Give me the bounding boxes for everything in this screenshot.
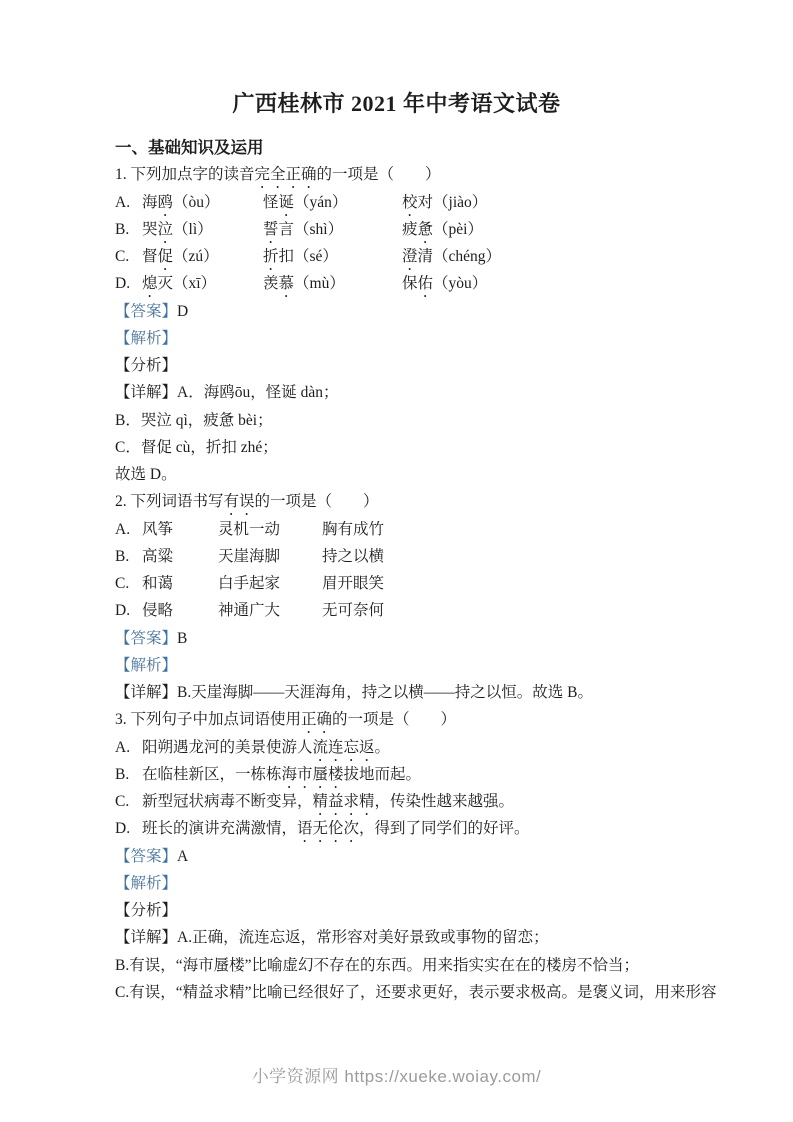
option-letter: D.	[115, 275, 131, 293]
option-word: 风筝	[142, 520, 174, 538]
emphasized-text: 正确	[301, 711, 333, 729]
section-heading: 一、基础知识及运用	[115, 138, 264, 157]
q2-stem	[115, 488, 690, 515]
q3-detail-line: C.有误，“精益求精”比喻已经很好了，还要求更好，表示要求极高。是褒义词，用来形容	[115, 983, 717, 1001]
plain-text: 对（jiào）	[417, 193, 488, 211]
q3-option-d	[115, 815, 690, 842]
plain-text: 2. 下列词语书写	[115, 493, 224, 511]
emphasized-text: 泣	[157, 220, 174, 238]
plain-text: 的一项是（ ）	[254, 493, 379, 511]
plain-text: 。	[374, 738, 391, 756]
emphasized-text: 佑	[417, 275, 434, 293]
option-letter: A.	[115, 193, 131, 211]
q2-answer	[115, 625, 690, 652]
emphasized-text: 语无伦次	[297, 820, 360, 838]
option-sentence	[142, 766, 421, 783]
q3-option-b	[115, 761, 690, 788]
option-word	[402, 248, 501, 265]
q3-detail-line	[115, 924, 690, 951]
answer-value: A	[177, 847, 189, 865]
q2-option-b	[115, 543, 690, 570]
emphasized-text: 诞	[278, 193, 295, 211]
plain-text: 3. 下列句子中加点词语使用	[115, 711, 302, 729]
q1-detail-line	[115, 379, 690, 406]
option-word	[263, 270, 402, 301]
plain-text: ，传染性越来越强。	[374, 793, 515, 810]
plain-text: 阳朔遇龙河的美景使游人	[142, 738, 313, 756]
q2-option-a	[115, 516, 690, 543]
plain-text: （yòu）	[433, 275, 488, 293]
q1-detail-line: B．哭泣 qì，疲惫 bèi；	[115, 411, 273, 429]
emphasized-text: 誓	[263, 220, 279, 238]
emphasized-text: 校	[402, 193, 418, 211]
emphasized-text: 有误	[223, 493, 255, 511]
emphasized-text: 熄	[142, 275, 158, 293]
plain-text: 在临桂新区，一栋栋	[142, 765, 282, 783]
q1-detail-line: 故选 D。	[115, 466, 177, 483]
plain-text: 督	[142, 248, 158, 265]
plain-text: 拔地而起。	[343, 765, 422, 783]
plain-text: 哭	[142, 220, 158, 238]
plain-text: （òu）	[173, 193, 220, 211]
q1-option-b	[115, 216, 690, 243]
plain-text: 1. 下列加点字的读音	[115, 166, 255, 184]
emphasized-text: 海市蜃楼	[281, 765, 344, 783]
emphasized-text: 完全正确	[254, 166, 317, 184]
q2-jiexi	[115, 652, 690, 679]
plain-text: （mù）	[294, 275, 345, 293]
q1-jiexi	[115, 325, 690, 352]
option-letter: C.	[115, 248, 130, 265]
answer-label: 【答案】	[115, 847, 178, 865]
option-word: 天崖海脚	[218, 547, 281, 565]
plain-text: 扣（sé）	[278, 248, 338, 265]
xiangjie-label: 【详解】	[115, 684, 178, 701]
q3-fenxi	[115, 897, 690, 924]
plain-text: （pèi）	[433, 220, 483, 238]
answer-value: D	[177, 302, 189, 320]
jiexi-label: 【解析】	[115, 656, 178, 674]
emphasized-text: 鸥	[157, 193, 174, 211]
answer-label: 【答案】	[115, 302, 178, 320]
option-letter: D.	[115, 820, 131, 838]
option-word: 高粱	[142, 547, 174, 565]
option-word: 眉开眼笑	[322, 575, 385, 592]
option-word: 神通广大	[218, 602, 281, 620]
plain-text: （zú）	[173, 248, 219, 265]
q1-option-d	[115, 270, 690, 297]
plain-text: 海	[142, 193, 158, 211]
option-word: 无可奈何	[322, 602, 385, 620]
emphasized-text: 流连忘返	[312, 738, 375, 756]
emphasized-text: 惫	[417, 220, 434, 238]
emphasized-text: 促	[157, 248, 174, 265]
q2-option-c	[115, 570, 690, 597]
option-word: 侵略	[142, 602, 174, 620]
emphasized-text: 精益求精	[312, 793, 375, 810]
option-letter: C.	[115, 575, 130, 592]
emphasized-text: 澄	[402, 248, 418, 265]
q1-stem	[115, 161, 690, 188]
option-word: 白手起家	[218, 575, 281, 592]
plain-text: ，得到了同学们的好评。	[359, 820, 530, 838]
plain-text: 言（shì）	[278, 220, 344, 238]
option-word: 胸有成竹	[322, 520, 385, 538]
option-letter: A.	[115, 520, 131, 538]
option-word	[402, 275, 487, 292]
q3-answer	[115, 843, 690, 870]
option-letter: B.	[115, 765, 130, 783]
option-sentence	[142, 820, 530, 837]
option-letter: B.	[115, 547, 130, 565]
answer-value: B	[177, 629, 188, 647]
jiexi-label: 【解析】	[115, 874, 178, 892]
answer-label: 【答案】	[115, 629, 178, 647]
plain-text: 的一项是（ ）	[332, 711, 457, 729]
option-letter: D.	[115, 602, 131, 620]
q3-detail-line: B.有误，“海市蜃楼”比喻虚幻不存在的东西。用来指实实在在的楼房不恰当；	[115, 956, 639, 974]
xiangjie-label: 【详解】	[115, 929, 178, 947]
emphasized-text: 折	[263, 248, 279, 265]
q1-option-a	[115, 189, 690, 216]
footer-watermark: 小学资源网 https://xueke.woiay.com/	[251, 1067, 542, 1086]
fenxi-label: 【分析】	[115, 357, 178, 374]
q3-option-c	[115, 788, 690, 815]
detail-text: A．海鸥ōu，怪诞 dàn；	[177, 384, 339, 402]
option-word	[402, 221, 483, 238]
plain-text: 疲	[402, 220, 418, 238]
q3-stem	[115, 706, 690, 733]
plain-text: 班长的演讲充满激情，	[142, 820, 298, 838]
plain-text: （lì）	[173, 220, 213, 238]
page-title: 广西桂林市 2021 年中考语文试卷	[232, 91, 561, 116]
jiexi-label: 【解析】	[115, 329, 178, 347]
q1-detail-line: C．督促 cù，折扣 zhé；	[115, 438, 278, 456]
plain-text: 怪	[263, 193, 279, 211]
plain-text: 保	[402, 275, 418, 293]
plain-text: （yán）	[294, 193, 348, 211]
plain-text: 新型冠状病毒不断变异，	[142, 793, 313, 810]
option-letter: A.	[115, 738, 131, 756]
q1-option-c	[115, 243, 690, 270]
option-word	[142, 270, 263, 301]
emphasized-text: 慕	[278, 275, 295, 293]
detail-text: B.天崖海脚——天涯海角，持之以横——持之以恒。故选 B。	[177, 684, 593, 701]
q2-detail-line	[115, 679, 690, 706]
fenxi-label: 【分析】	[115, 902, 178, 919]
document-body	[115, 134, 717, 1006]
option-letter: B.	[115, 220, 130, 238]
plain-text: 的一项是（ ）	[316, 166, 441, 184]
q2-option-d	[115, 597, 690, 624]
plain-text: 清（chéng）	[417, 248, 502, 265]
q3-jiexi	[115, 870, 690, 897]
xiangjie-label: 【详解】	[115, 384, 178, 402]
plain-text: 灭（xī）	[157, 275, 217, 293]
q3-option-a	[115, 734, 690, 761]
detail-text: A.正确，流连忘返，常形容对美好景致或事物的留恋；	[177, 929, 549, 947]
option-word: 持之以横	[322, 547, 385, 565]
option-word: 和蔼	[142, 575, 174, 592]
option-word: 灵机一动	[218, 520, 281, 538]
option-word	[402, 194, 487, 211]
option-sentence	[142, 739, 390, 756]
q1-fenxi	[115, 352, 690, 379]
option-sentence	[142, 793, 514, 810]
q1-answer	[115, 298, 690, 325]
plain-text: 羡	[263, 275, 279, 293]
option-letter: C.	[115, 793, 130, 810]
